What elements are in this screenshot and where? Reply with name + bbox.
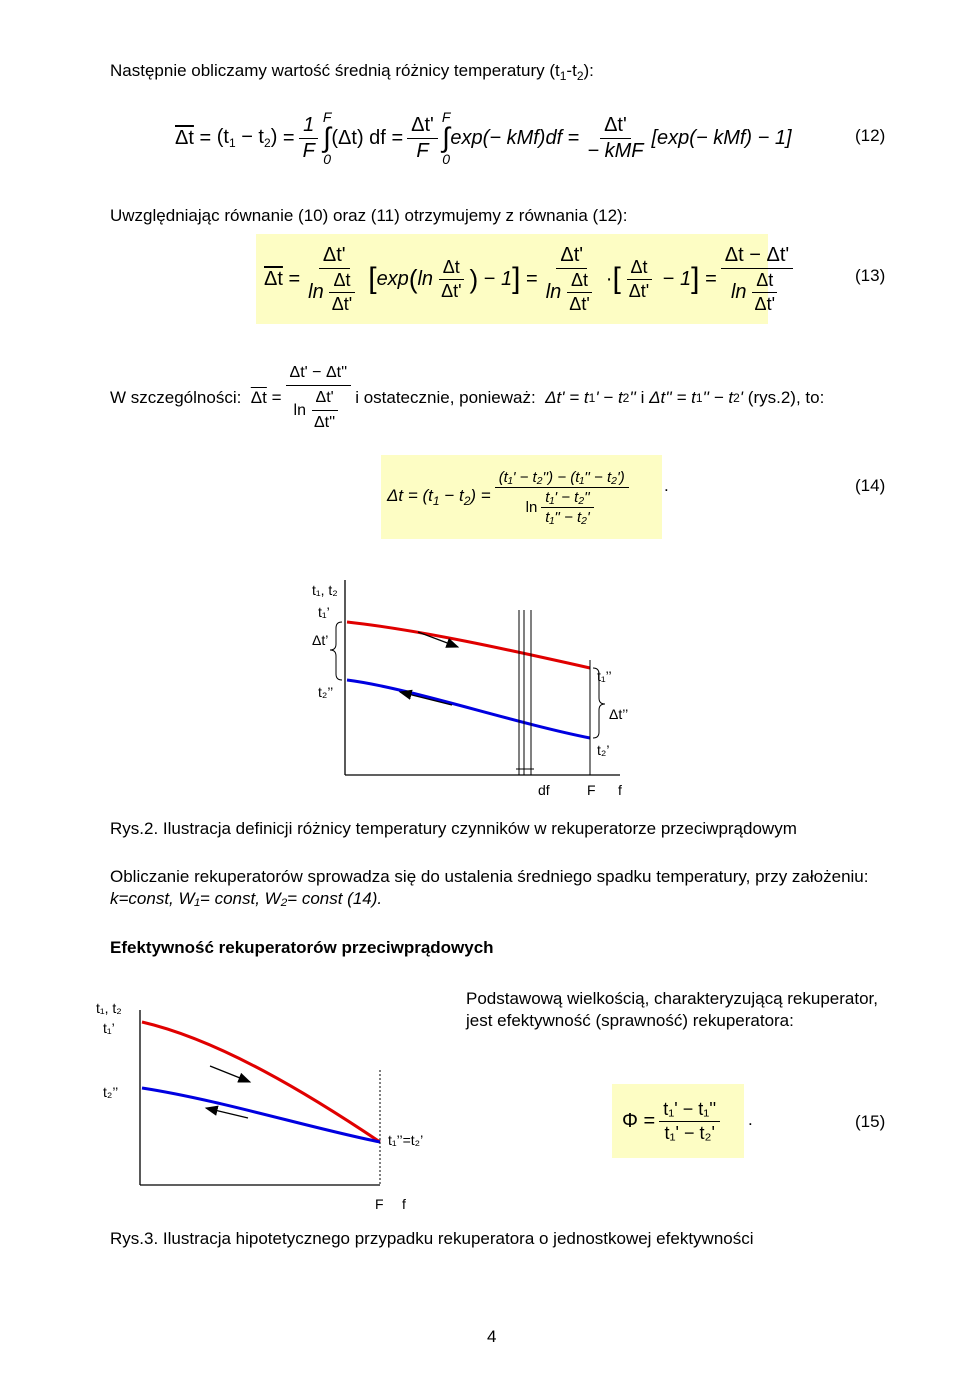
cold-fluid-curve bbox=[142, 1088, 380, 1142]
equation-13: $\overline{\Delta t}$ = Δt' ln $\frac{\Delta t}{\Delta t'}$ [ exp ( ln $\frac{\Delta t}{\Delta t'}$ ) − 1 ] = Δt' ln $\frac{\Delta t}{\Delta t'}$ · [ $\frac{\Delta t}{\Delta t'}$ − 1 ] = Δt − Δt' ln $\frac{\Delta t}{\Delta t'}$ bbox=[256, 234, 768, 324]
figure-2-caption: Rys.2. Ilustracja definicji różnicy temperatury czynników w rekuperatorze przeciwprądowym bbox=[110, 819, 797, 838]
cold-fluid-curve bbox=[347, 680, 590, 738]
fig3-F-label: F bbox=[375, 1196, 384, 1212]
equation-12-number: (12) bbox=[855, 126, 886, 145]
equation-13-number: (13) bbox=[855, 266, 886, 285]
equation-15-number: (15) bbox=[855, 1112, 886, 1131]
equation-15-dot: . bbox=[748, 1110, 753, 1129]
figure-3-caption: Rys.3. Ilustracja hipotetycznego przypadku rekuperatora o jednostkowej efektywności bbox=[110, 1229, 754, 1248]
fig3-t2-double-prime: t₂’’ bbox=[103, 1084, 119, 1100]
hot-fluid-curve bbox=[142, 1022, 380, 1142]
fig2-ylabel: t₁, t₂ bbox=[312, 582, 338, 598]
equation-14: $\Delta t = (t_1 - t_2)$ = (t₁' − t₂'') − (t₁'' − t₂') ln $\frac{\text{t₁' − t₂''}}{\text{t₁'' − t₂'}}$ bbox=[381, 455, 662, 539]
fig2-t1-double-prime: t₁’’ bbox=[597, 668, 612, 684]
hot-fluid-curve bbox=[347, 622, 590, 668]
equation-14-dot: . bbox=[664, 476, 669, 495]
fig3-t1-prime: t₁’ bbox=[103, 1020, 115, 1036]
figure-2-diagram bbox=[290, 570, 690, 800]
fig2-df-label: df bbox=[538, 782, 550, 798]
hot-flow-arrow bbox=[210, 1066, 250, 1082]
equation-12: $\overline{\Delta t}$ = $(t_1 - t_2)$ = $\frac{1}{F}$ F ∫ 0 (Δt) df = $\frac{\Delta t'}{F}$ F ∫ 0 exp(− kMf)df = $\frac{\Delta t'}{\text{− kMF}}$ [exp(− kMf) − 1] bbox=[175, 109, 792, 167]
fig3-t1pp-eq-t2p: t₁’’=t₂’ bbox=[388, 1132, 424, 1148]
page-number: 4 bbox=[487, 1327, 497, 1346]
fig3-ylabel: t₁, t₂ bbox=[96, 1000, 122, 1016]
fig3-f-label: f bbox=[402, 1196, 406, 1212]
fig2-f-label: f bbox=[618, 782, 622, 798]
figure-3-diagram bbox=[130, 1000, 450, 1200]
paragraph-podstawowa: Podstawową wielkością, charakteryzującą rekuperator, jest efektywność (sprawność) rekuperatora: bbox=[466, 989, 878, 1030]
fig2-t1-prime: t₁’ bbox=[318, 604, 330, 620]
fig2-delta-t-prime: Δt’ bbox=[312, 632, 329, 648]
paragraph-uwzgledniajac: Uwzględniając równanie (10) oraz (11) otrzymujemy z równania (12): bbox=[110, 206, 628, 225]
equation-14-number: (14) bbox=[855, 476, 886, 495]
fig2-F-label: F bbox=[587, 782, 596, 798]
fig2-t2-double-prime: t₂’’ bbox=[318, 684, 334, 700]
intro-text: Następnie obliczamy wartość średnią różnicy temperatury $(t_1-t_2)$: bbox=[110, 61, 594, 83]
cold-flow-arrow bbox=[400, 692, 452, 705]
szczegolnosci-line: W szczególności: $\overline{\Delta t}$ = Δt' − Δt'' ln $\frac{\Delta t'}{\Delta t''}$ i ostatecznie, ponieważ: Δt' = t 1 ' − t 2 '' i Δt'' = t 1 '' − t 2 ' (rys.2), to: bbox=[110, 364, 825, 431]
section-heading: Efektywność rekuperatorów przeciwprądowych bbox=[110, 938, 494, 957]
delta-t-prime-brace bbox=[330, 622, 342, 680]
fig2-t2-prime: t₂’ bbox=[597, 742, 610, 758]
fig2-delta-t-double-prime: Δt’’ bbox=[609, 706, 629, 722]
equation-15: Φ = $\frac{\text{t₁' − t₁''}}{\text{t₁' − t₂'}}$ bbox=[612, 1084, 744, 1158]
paragraph-obliczanie: Obliczanie rekuperatorów sprowadza się do ustalenia średniego spadku temperatury, przy założeniu: k=const, W₁= const, W₂= const (14). bbox=[110, 867, 869, 908]
